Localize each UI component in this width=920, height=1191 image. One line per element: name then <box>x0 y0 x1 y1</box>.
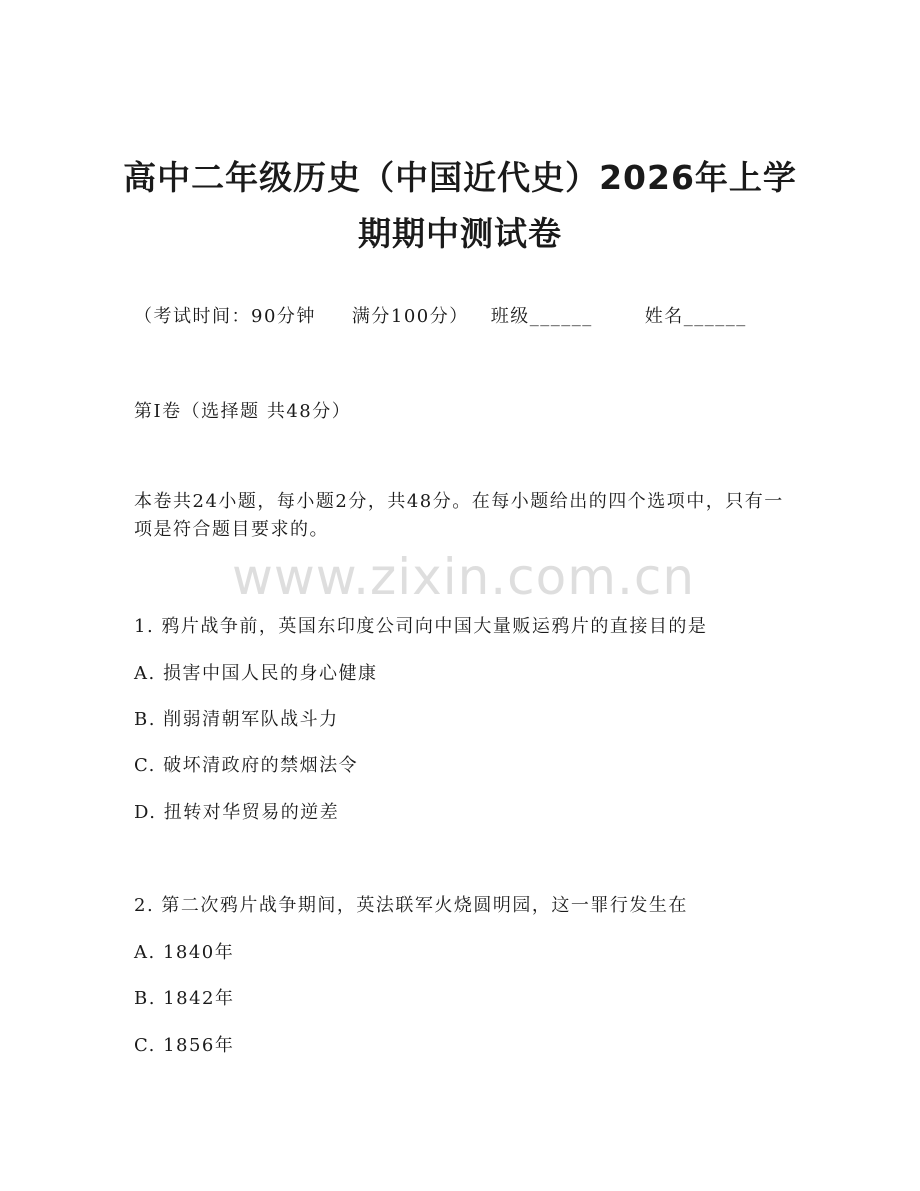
exam-time: （考试时间：90分钟 <box>134 306 316 327</box>
name-field: 姓名______ <box>644 306 747 327</box>
exam-title-line1: 高中二年级历史（中国近代史）2026年上学 <box>123 158 797 197</box>
question-1-option-d: D. 扭转对华贸易的逆差 <box>134 802 340 823</box>
question-2-option-b: B. 1842年 <box>134 988 235 1009</box>
exam-title-line2: 期期中测试卷 <box>358 214 562 253</box>
question-1-option-c: C. 破坏清政府的禁烟法令 <box>134 755 359 776</box>
section-instructions: 本卷共24小题，每小题2分，共48分。在每小题给出的四个选项中，只有一项是符合题目要求的。 <box>134 491 784 540</box>
question-2-option-a: A. 1840年 <box>134 942 235 963</box>
section-heading: 第Ⅰ卷（选择题 共48分） <box>134 401 352 422</box>
watermark: www.zixin.com.cn <box>232 548 696 606</box>
question-1-stem: 1. 鸦片战争前，英国东印度公司向中国大量贩运鸦片的直接目的是 <box>134 616 708 637</box>
question-2-stem: 2. 第二次鸦片战争期间，英法联军火烧圆明园，这一罪行发生在 <box>134 895 688 916</box>
question-1-option-b: B. 削弱清朝军队战斗力 <box>134 709 339 730</box>
exam-full-score: 满分100分） <box>351 306 469 327</box>
question-2-option-c: C. 1856年 <box>134 1035 235 1056</box>
class-field: 班级______ <box>490 306 593 327</box>
exam-title <box>110 150 810 262</box>
question-1-option-a: A. 损害中国人民的身心健康 <box>134 663 378 684</box>
exam-info <box>134 302 747 328</box>
